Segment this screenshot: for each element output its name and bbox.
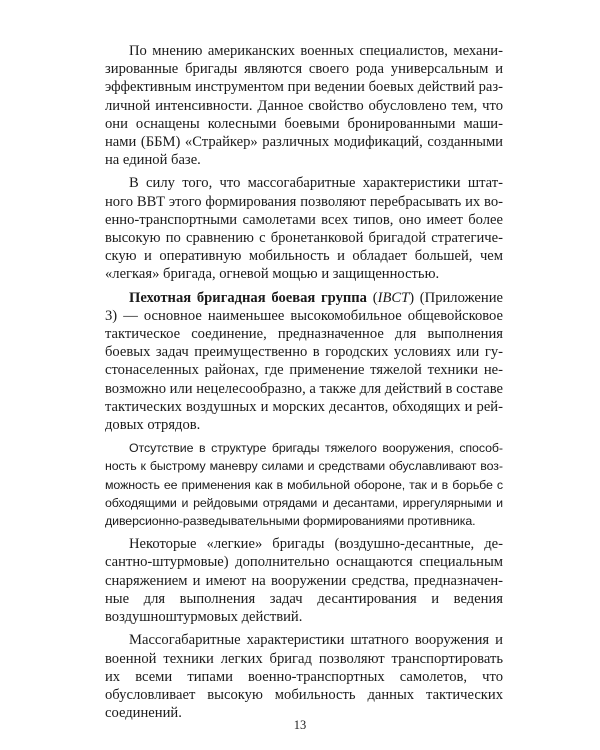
paragraph-3-abbr-close: ) [409,289,415,306]
paragraph-3-text: (Приложение 3) — основное наименьшее высокомобильное общевойсковое тактическое соединение, предназначенное для выполнения боевых задач преимущественно в городских условиях или густонаселенных районах, где применение тяжелой техники невозможно или нецелесообразно, а также для действий в составе тактических воздушных и морских десантов, обходящих и рейдовых отрядов. [105,289,503,434]
page-body [105,42,503,722]
paragraph-3-abbreviation: IBCT [377,289,410,306]
paragraph-3 [105,289,503,435]
paragraph-6: Массогабаритные характеристики штатного вооружения и военной техники легких бригад позволяют транспортировать их всеми типами военно-транспортных самолетов, что обусловливает высокую мобильность данных тактических соединений. [105,632,503,722]
paragraph-1: По мнению американских военных специалистов, механизированные бригады являются своего рода универсальным и эффективным инструментом при ведении боевых действий различной интенсивности. Данное свойство обусловлено тем, что они оснащены колесными боевыми бронированными машинами (ББМ) «Страйкер» различных модификаций, созданными на единой базе. [105,43,503,169]
paragraph-3-abbr-open: ( [366,289,378,306]
paragraph-3-lead-term: Пехотная бригадная боевая группа [129,289,367,306]
page-number: 13 [293,718,307,732]
paragraph-5: Некоторые «легкие» бригады (воздушно-десантные, десантно-штурмовые) дополнительно оснащаются специальным снаряжением и имеют на вооружении средства, предназначенные для выполнения задач десантирования и ведения воздушноштурмовых действий. [105,536,503,626]
paragraph-4: Отсутствие в структуре бригады тяжелого вооружения, способность к быстрому маневру силами и средствами обуславливают возможность ее применения как в мобильной обороне, так и в борьбе с обходящими и рейдовыми отрядами и десантами, иррегулярными и диверсионно-разведывательными формированиями противника. [105,441,503,529]
paragraph-2: В силу того, что массогабаритные характеристики штатного ВВТ этого формирования позволяют перебрасывать их военно-транспортными самолетами всех типов, оно имеет более высокую по сравнению с бронетанковой бригадой стратегическую и оперативную мобильность и обладает большей, чем «легкая» бригада, огневой мощью и защищенностью. [105,175,503,283]
